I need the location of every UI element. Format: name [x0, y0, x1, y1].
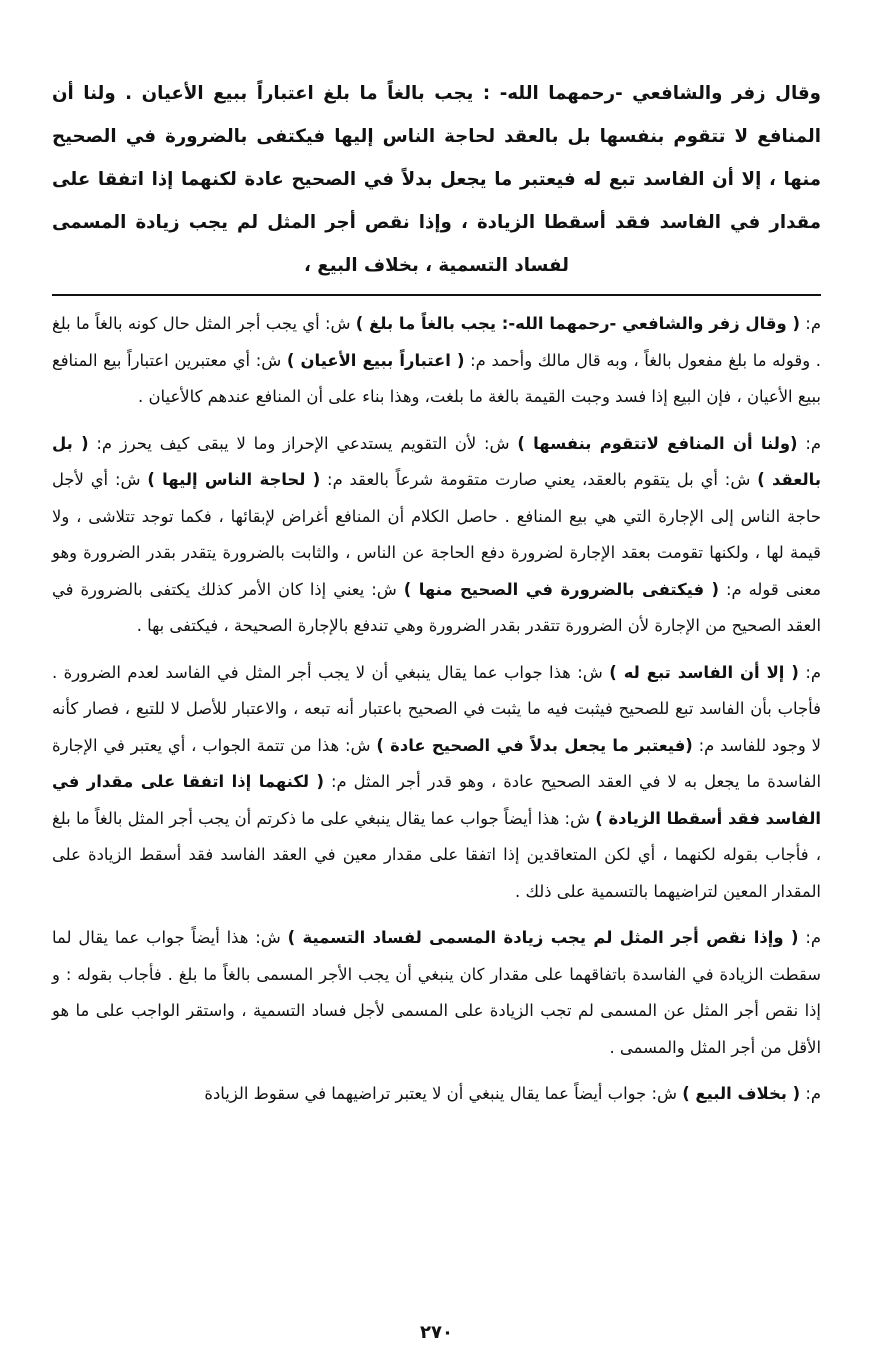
page-number: ٢٧٠	[420, 1322, 453, 1343]
quoted-matn: ( اعتباراً ببيع الأعيان )	[286, 350, 465, 370]
quoted-matn: ( فيكتفى بالضرورة في الصحيح منها )	[403, 579, 720, 599]
quoted-matn: ( إلا أن الفاسد تبع له )	[609, 662, 799, 682]
commentary-text: م:	[800, 1084, 821, 1103]
commentary-paragraph	[52, 426, 821, 645]
quoted-matn: ( لكنهما إذا اتفقا على مقدار في الفاسد فقد أسقطا الزيادة )	[52, 772, 821, 828]
commentary-text: ش: أي بل يتقوم بالعقد، يعني صارت متقومة شرعاً بالعقد م:	[320, 470, 758, 489]
commentary-text: م:	[797, 433, 821, 453]
quoted-matn: ( لحاجة الناس إليها )	[147, 470, 321, 489]
quoted-matn: ( بخلاف البيع )	[682, 1084, 801, 1103]
quoted-matn: (فيعتبر ما يجعل بدلاً في الصحيح عادة )	[376, 735, 693, 755]
commentary-text: ش: أي لأجل حاجة الناس إلى الإجارة التي هي بيع المنافع . حاصل الكلام أن المنافع أغراض لإبقائها ، فكما توجد تتلاشى ، ولا قيمة لها ، ولكنها تقومت بعقد الإجارة لضرورة دفع الحاجة عن الناس ، والثابت بالضرورة يتقدر بقدر الضرورة وهو معنى قوله م:	[52, 470, 821, 599]
main-text: وقال زفر والشافعي -رحمهما الله- : يجب بالغاً ما بلغ اعتباراً ببيع الأعيان . ولنا أن المنافع لا تتقوم بنفسها بل بالعقد لحاجة الناس إليها فيكتفى بالضرورة في الصحيح منها ، إلا أن الفاسد تبع له فيعتبر ما يجعل بدلاً في الصحيح عادة لكنهما إذا اتفقا على مقدار في الفاسد فقد أسقطا الزيادة ، وإذا نقص أجر المثل لم يجب زيادة المسمى لفساد التسمية ، بخلاف البيع ،	[52, 83, 821, 276]
commentary-text: م:	[800, 314, 821, 333]
commentary-text: ش: لأن التقويم يستدعي الإحراز وما لا يبقى كيف يحرز م:	[88, 433, 518, 453]
quoted-matn: ( وإذا نقص أجر المثل لم يجب زيادة المسمى لفساد التسمية )	[287, 928, 799, 947]
commentary-text: ش: هذا جواب عما يقال ينبغي أن لا يجب أجر المثل في الفاسد لعدم الضرورة . فأجاب بأن الفاسد تبع للصحيح فيثبت فيه ما يثبت في الصحيح باعتبار أنه تبعه ، والاعتبار للأصل لا للتبع ، فصار كأنه لا وجود للفاسد م:	[52, 662, 821, 755]
commentary-paragraph	[52, 920, 821, 1066]
quoted-matn: ( بل بالعقد )	[52, 433, 821, 489]
divider-line	[52, 294, 821, 296]
commentary-text: ش: هذا أيضاً جواب عما يقال ينبغي على ما ذكرتم أن يجب أجر المثل بالغاً ما بلغ ، فأجاب بقوله لكنهما ، أي لكن المتعاقدين إذا اتفقا على مقدار معين في العقد الفاسد فقد أسقط الزيادة على المقدار المعين لتراضيهما بالتسمية على ذلك .	[52, 808, 821, 901]
commentary-text: ش: هذا أيضاً جواب عما يقال لما سقطت الزيادة في الفاسدة باتفاقهما على مقدار كان ينبغي أن يجب الأجر المسمى بالغاً ما بلغ . فأجاب بقوله : و إذا نقص أجر المثل عن المسمى لم تجب الزيادة على المسمى لأجل فساد التسمية ، واستقر الواجب على ما هو الأقل من أجر المثل والمسمى .	[52, 928, 821, 1057]
commentary-text: ش: يعني إذا كان الأمر كذلك يكتفى بالضرورة في العقد الصحيح من الإجارة لأن الضرورة تتقدر بقدر الضرورة وهي تندفع بالإجارة الصحيحة ، فيكتفى بها .	[52, 579, 821, 635]
quoted-matn: ( وقال زفر والشافعي -رحمهما الله-: يجب بالغاً ما بلغ )	[355, 314, 801, 333]
commentary-paragraph	[52, 306, 821, 416]
commentary-paragraph	[52, 1076, 821, 1113]
commentary-text: ش: هذا من تتمة الجواب ، أي يعتبر في الإجارة الفاسدة ما يجعل به لا في العقد الصحيح عادة ، وهو قدر أجر المثل م:	[52, 735, 821, 791]
commentary-text: م:	[798, 928, 821, 947]
quoted-matn: (ولنا أن المنافع لاتتقوم بنفسها )	[517, 433, 798, 453]
commentary-paragraph	[52, 655, 821, 911]
commentary-text: ش: أي يجب أجر المثل حال كونه بالغاً ما بلغ . وقوله ما بلغ مفعول بالغاً ، وبه قال مالك وأحمد م:	[52, 314, 821, 370]
commentary-section	[52, 306, 821, 1113]
commentary-text: ش: أي معتبرين اعتباراً بيع المنافع ببيع الأعيان ، فإن البيع إذا فسد وجبت القيمة بالغة ما بلغت، وهذا بناء على أن المنافع عندهم كالأعيان .	[52, 350, 821, 406]
commentary-text: م:	[798, 662, 821, 682]
commentary-text: ش: جواب أيضاً عما يقال ينبغي أن لا يعتبر تراضيهما في سقوط الزيادة	[204, 1084, 683, 1103]
